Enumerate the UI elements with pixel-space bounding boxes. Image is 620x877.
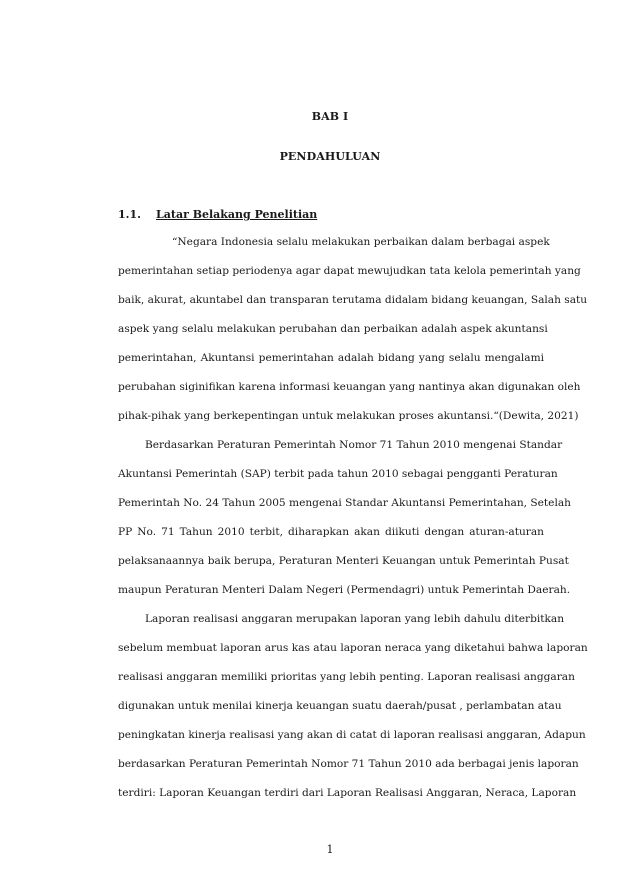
body-line: aspek yang selalu melakukan perubahan dan perbaikan adalah aspek akuntansi [118, 323, 548, 335]
section-title: Latar Belakang Penelitian [156, 208, 318, 221]
body-line: pelaksanaannya baik berupa, Peraturan Menteri Keuangan untuk Pemerintah Pusat [118, 555, 569, 567]
body-line: PP No. 71 Tahun 2010 terbit, diharapkan akan diikuti dengan aturan-aturan [118, 526, 544, 538]
body-line: Berdasarkan Peraturan Pemerintah Nomor 71 Tahun 2010 mengenai Standar [145, 439, 563, 451]
chapter-title: PENDAHULUAN [279, 150, 381, 163]
body-line: baik, akurat, akuntabel dan transparan terutama didalam bidang keuangan, Salah satu [118, 294, 588, 306]
body-line: pihak-pihak yang berkepentingan untuk melakukan proses akuntansi.“(Dewita, 2021) [118, 410, 579, 422]
body-line: realisasi anggaran memiliki prioritas yang lebih penting. Laporan realisasi anggaran [118, 671, 575, 683]
section-heading [118, 208, 317, 221]
body-line: peningkatan kinerja realisasi yang akan di catat di laporan realisasi anggaran, Adapun [118, 729, 586, 741]
chapter-heading: BAB I [311, 110, 349, 123]
body-line: pemerintahan, Akuntansi pemerintahan adalah bidang yang selalu mengalami [118, 352, 544, 364]
body-line: terdiri: Laporan Keuangan terdiri dari Laporan Realisasi Anggaran, Neraca, Laporan [118, 787, 577, 799]
body-line: pemerintahan setiap periodenya agar dapat mewujudkan tata kelola pemerintah yang [118, 265, 581, 277]
section-number: 1.1. [118, 208, 141, 221]
page-number: 1 [326, 843, 334, 856]
body-line: Pemerintah No. 24 Tahun 2005 mengenai Standar Akuntansi Pemerintahan, Setelah [118, 497, 571, 509]
body-line: digunakan untuk menilai kinerja keuangan suatu daerah/pusat , perlambatan atau [118, 700, 562, 712]
body-line: berdasarkan Peraturan Pemerintah Nomor 71 Tahun 2010 ada berbagai jenis laporan [118, 758, 579, 770]
body-line: sebelum membuat laporan arus kas atau laporan neraca yang diketahui bahwa laporan [118, 642, 588, 654]
body-line: Laporan realisasi anggaran merupakan laporan yang lebih dahulu diterbitkan [145, 613, 565, 625]
body-line: Akuntansi Pemerintah (SAP) terbit pada tahun 2010 sebagai pengganti Peraturan [118, 468, 558, 480]
body-line: maupun Peraturan Menteri Dalam Negeri (Permendagri) untuk Pemerintah Daerah. [118, 584, 571, 596]
body-line: “Negara Indonesia selalu melakukan perbaikan dalam berbagai aspek [172, 236, 550, 248]
body-line: perubahan siginifikan karena informasi keuangan yang nantinya akan digunakan oleh [118, 381, 581, 393]
